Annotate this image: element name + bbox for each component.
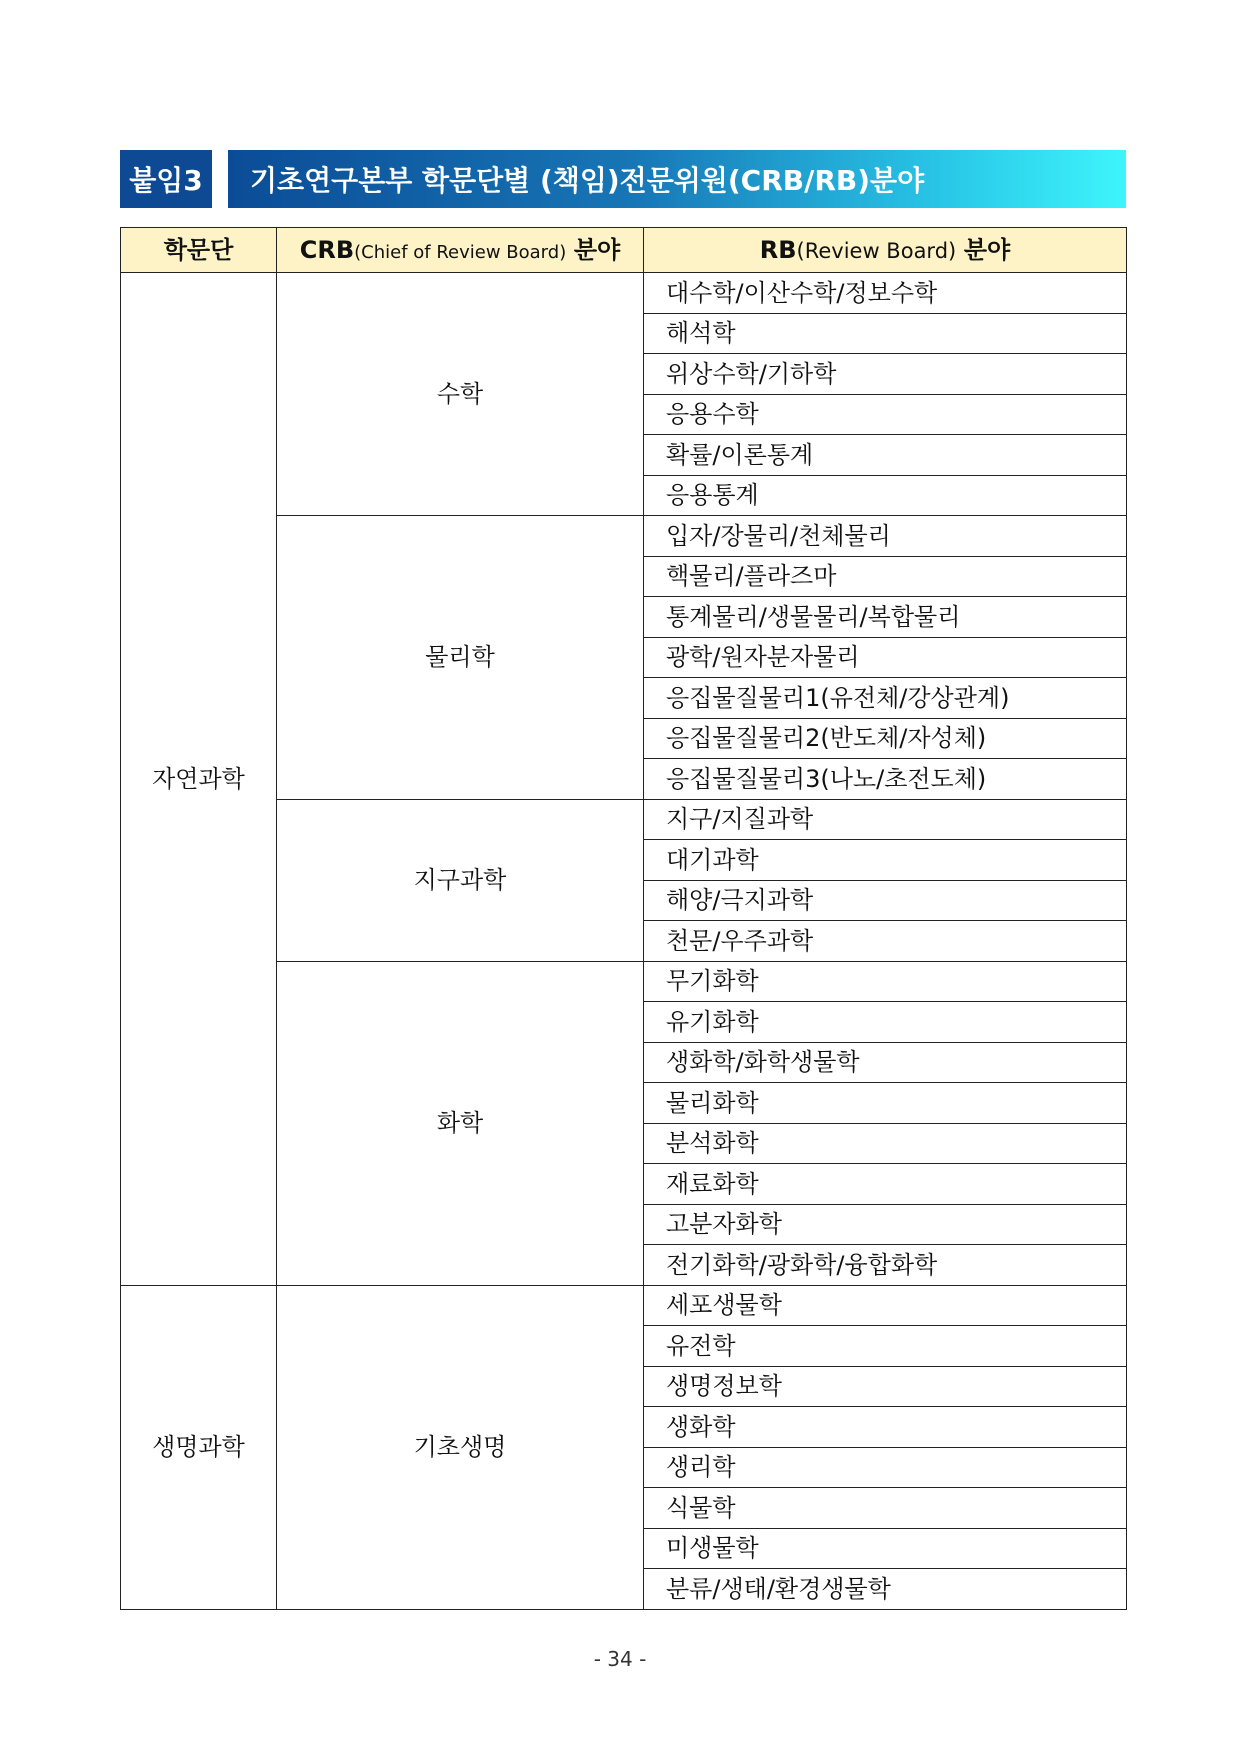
crb-cell: 수학 [277, 273, 644, 516]
discipline-cell: 생명과학 [121, 1285, 277, 1609]
rb-cell: 천문/우주과학 [644, 921, 1127, 962]
rb-cell: 응용통계 [644, 475, 1127, 516]
rb-cell: 분류/생태/환경생물학 [644, 1569, 1127, 1610]
rb-cell: 응집물질물리3(나노/초전도체) [644, 759, 1127, 800]
rb-cell: 생리학 [644, 1447, 1127, 1488]
rb-cell: 생명정보학 [644, 1366, 1127, 1407]
header-rb: RB(Review Board) 분야 [644, 228, 1127, 273]
crb-cell: 물리학 [277, 516, 644, 800]
crb-cell: 기초생명 [277, 1285, 644, 1609]
header-crb: CRB(Chief of Review Board) 분야 [277, 228, 644, 273]
table-body [121, 273, 1127, 1610]
rb-cell: 대수학/이산수학/정보수학 [644, 273, 1127, 314]
crb-cell: 지구과학 [277, 799, 644, 961]
field-table [120, 227, 1127, 1610]
rb-cell: 응용수학 [644, 394, 1127, 435]
rb-cell: 대기과학 [644, 840, 1127, 881]
rb-cell: 지구/지질과학 [644, 799, 1127, 840]
rb-cell: 세포생물학 [644, 1285, 1127, 1326]
rb-cell: 응집물질물리2(반도체/자성체) [644, 718, 1127, 759]
rb-cell: 광학/원자분자물리 [644, 637, 1127, 678]
page-number: - 34 - [593, 1647, 647, 1671]
rb-cell: 핵물리/플라즈마 [644, 556, 1127, 597]
rb-cell: 전기화학/광화학/융합화학 [644, 1245, 1127, 1286]
rb-cell: 응집물질물리1(유전체/강상관계) [644, 678, 1127, 719]
rb-cell: 식물학 [644, 1488, 1127, 1529]
title-bar [120, 150, 1126, 208]
rb-cell: 무기화학 [644, 961, 1127, 1002]
rb-cell: 유전학 [644, 1326, 1127, 1367]
rb-cell: 위상수학/기하학 [644, 354, 1127, 395]
header-discipline: 학문단 [121, 228, 277, 273]
page-title: 기초연구본부 학문단별 (책임)전문위원(CRB/RB)분야 [228, 150, 1126, 208]
rb-cell: 분석화학 [644, 1123, 1127, 1164]
rb-cell: 입자/장물리/천체물리 [644, 516, 1127, 557]
rb-cell: 유기화학 [644, 1002, 1127, 1043]
attachment-badge: 붙임3 [120, 150, 212, 208]
rb-cell: 미생물학 [644, 1528, 1127, 1569]
discipline-cell: 자연과학 [121, 273, 277, 1286]
rb-cell: 재료화학 [644, 1164, 1127, 1205]
table-header-row [121, 228, 1127, 273]
rb-cell: 생화학/화학생물학 [644, 1042, 1127, 1083]
table-row [121, 1285, 1127, 1326]
rb-cell: 해양/극지과학 [644, 880, 1127, 921]
rb-cell: 해석학 [644, 313, 1127, 354]
rb-cell: 확률/이론통계 [644, 435, 1127, 476]
rb-cell: 물리화학 [644, 1083, 1127, 1124]
crb-cell: 화학 [277, 961, 644, 1285]
rb-cell: 통계물리/생물물리/복합물리 [644, 597, 1127, 638]
rb-cell: 생화학 [644, 1407, 1127, 1448]
rb-cell: 고분자화학 [644, 1204, 1127, 1245]
table-row [121, 273, 1127, 314]
